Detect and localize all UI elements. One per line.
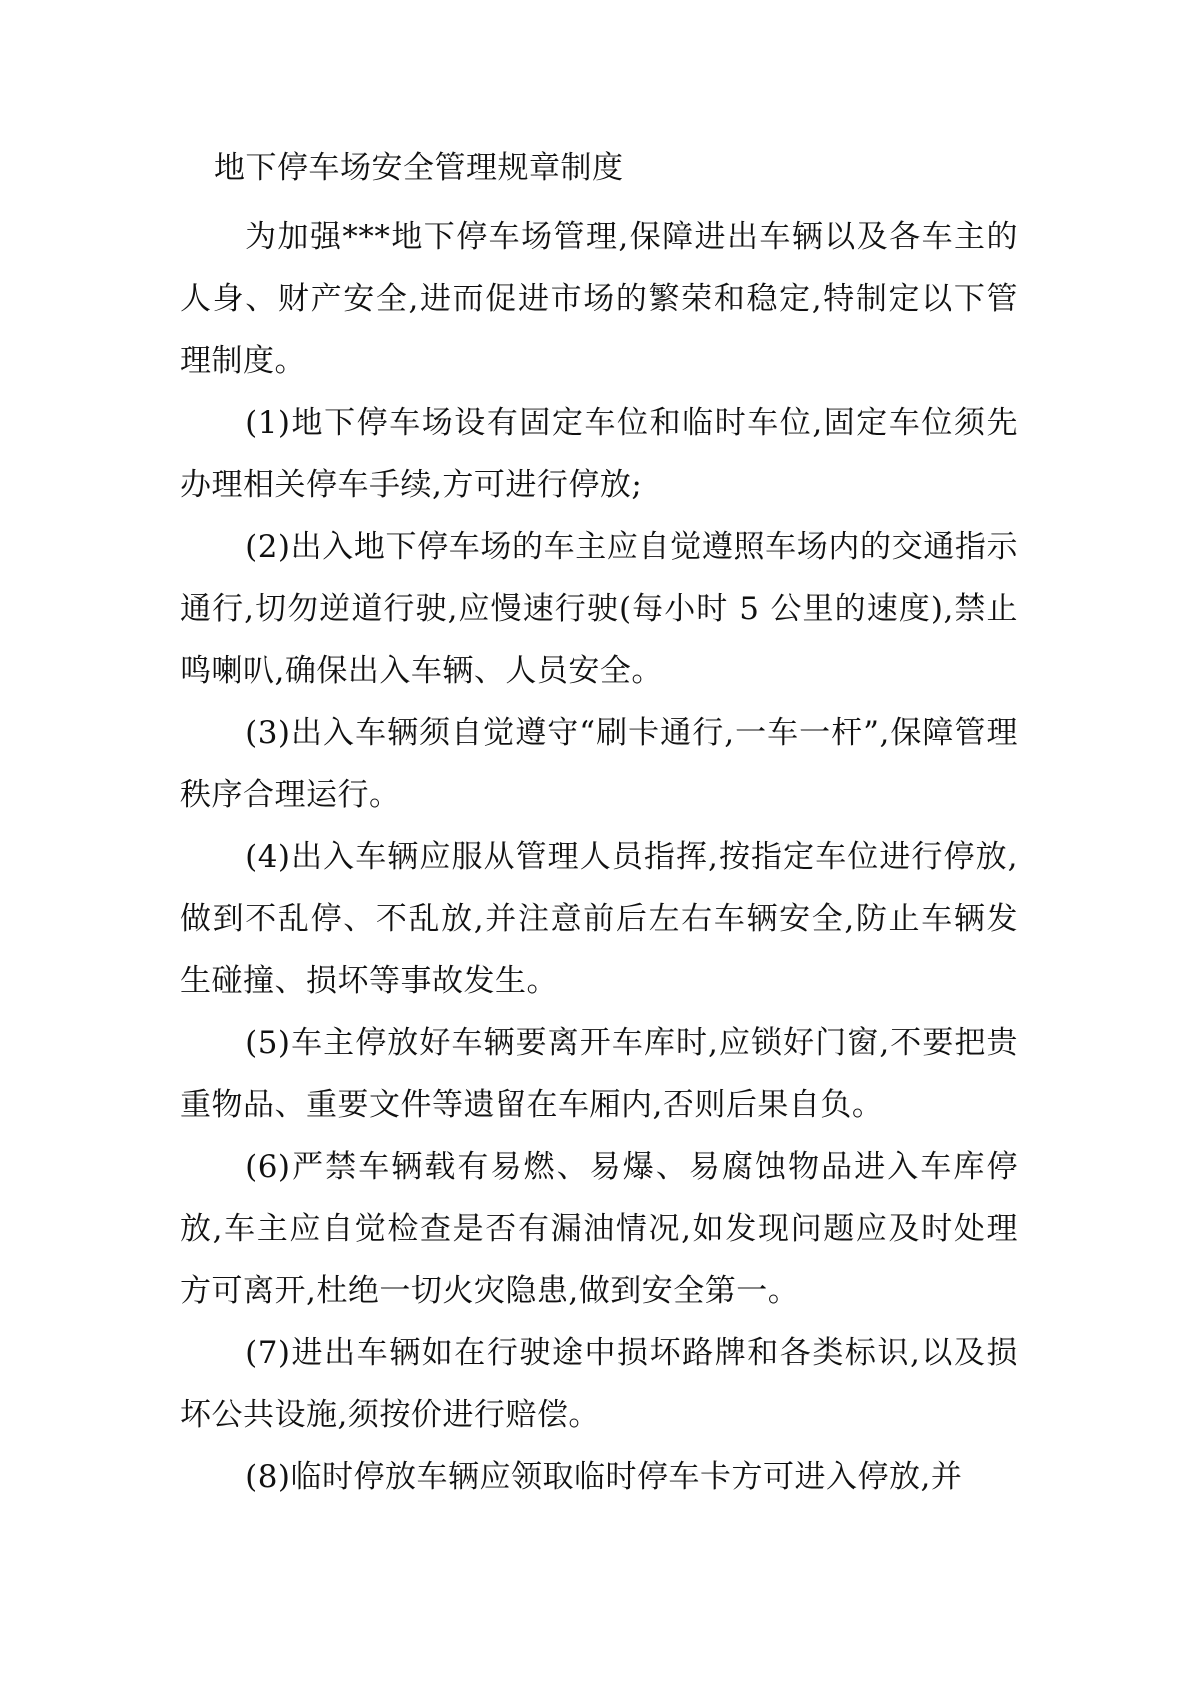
rule-1: (1)地下停车场设有固定车位和临时车位,固定车位须先办理相关停车手续,方可进行停放; <box>180 405 1018 503</box>
rule-2: (2)出入地下停车场的车主应自觉遵照车场内的交通指示通行,切勿逆道行驶,应慢速行驶(每小时 5 公里的速度),禁止鸣喇叭,确保出入车辆、人员安全。 <box>180 529 1018 689</box>
rule-4: (4)出入车辆应服从管理人员指挥,按指定车位进行停放,做到不乱停、不乱放,并注意前后左右车辆安全,防止车辆发生碰撞、损坏等事故发生。 <box>180 839 1018 999</box>
rule-7: (7)进出车辆如在行驶途中损坏路牌和各类标识,以及损坏公共设施,须按价进行赔偿。 <box>180 1335 1018 1433</box>
document-title: 地下停车场安全管理规章制度 <box>214 150 624 186</box>
document-body <box>180 206 1018 1508</box>
rule-6: (6)严禁车辆载有易燃、易爆、易腐蚀物品进入车库停放,车主应自觉检查是否有漏油情况,如发现问题应及时处理方可离开,杜绝一切火灾隐患,做到安全第一。 <box>180 1149 1018 1309</box>
rule-8: (8)临时停放车辆应领取临时停车卡方可进入停放,并 <box>245 1459 963 1495</box>
paragraph-intro: 为加强***地下停车场管理,保障进出车辆以及各车主的人身、财产安全,进而促进市场的繁荣和稳定,特制定以下管理制度。 <box>180 219 1018 379</box>
rule-3: (3)出入车辆须自觉遵守“刷卡通行,一车一杆”,保障管理秩序合理运行。 <box>180 715 1018 813</box>
rule-5: (5)车主停放好车辆要离开车库时,应锁好门窗,不要把贵重物品、重要文件等遗留在车厢内,否则后果自负。 <box>180 1025 1018 1123</box>
